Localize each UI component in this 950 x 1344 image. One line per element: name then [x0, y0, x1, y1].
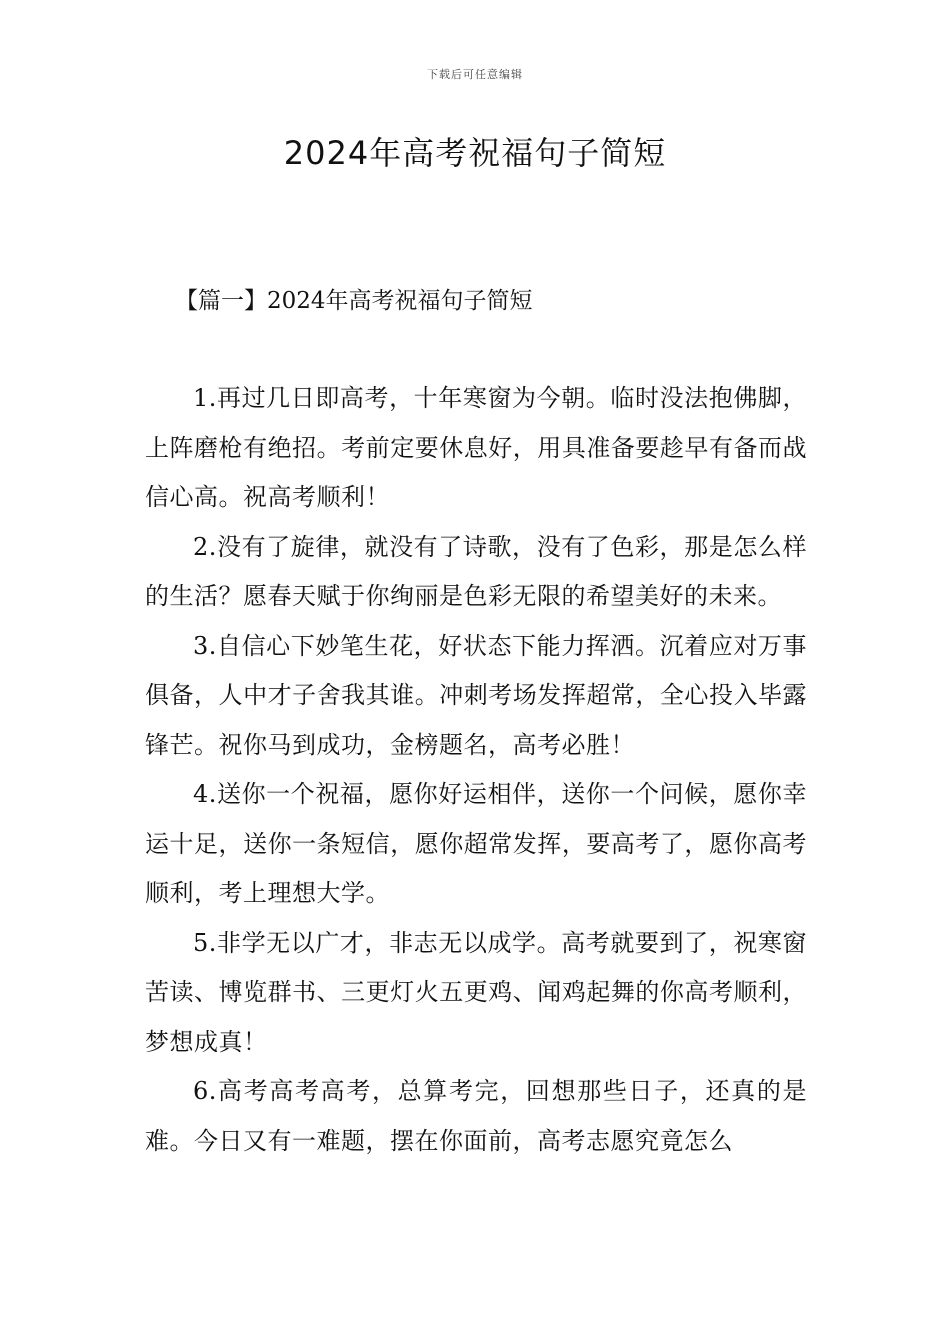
- paragraph-6: 6.高考高考高考，总算考完，回想那些日子，还真的是难。今日又有一难题，摆在你面前，高考志愿究竟怎么: [145, 1077, 807, 1155]
- paragraph-3: 3.自信心下妙笔生花，好状态下能力挥洒。沉着应对万事俱备，人中才子舍我其谁。冲刺考场发挥超常，全心投入毕露锋芒。祝你马到成功，金榜题名，高考必胜！: [145, 631, 807, 759]
- document-body: [145, 374, 807, 1166]
- paragraph-2: 2.没有了旋律，就没有了诗歌，没有了色彩，那是怎么样的生活？愿春天赋于你绚丽是色彩无限的希望美好的未来。: [145, 532, 807, 610]
- document-title: 2024年高考祝福句子简短: [283, 134, 667, 172]
- paragraph-4: 4.送你一个祝福，愿你好运相伴，送你一个问候，愿你幸运十足，送你一条短信，愿你超常发挥，要高考了，愿你高考顺利，考上理想大学。: [145, 780, 807, 907]
- page-header-note: 下载后可任意编辑: [427, 68, 523, 81]
- paragraph-5: 5.非学无以广才，非志无以成学。高考就要到了，祝寒窗苦读、博览群书、三更灯火五更鸡、闻鸡起舞的你高考顺利，梦想成真！: [145, 928, 807, 1056]
- paragraph-1: 1.再过几日即高考，十年寒窗为今朝。临时没法抱佛脚，上阵磨枪有绝招。考前定要休息好，用具准备要趁早有备而战信心高。祝高考顺利！: [145, 384, 807, 511]
- section-heading: 【篇一】2024年高考祝福句子简短: [175, 288, 533, 314]
